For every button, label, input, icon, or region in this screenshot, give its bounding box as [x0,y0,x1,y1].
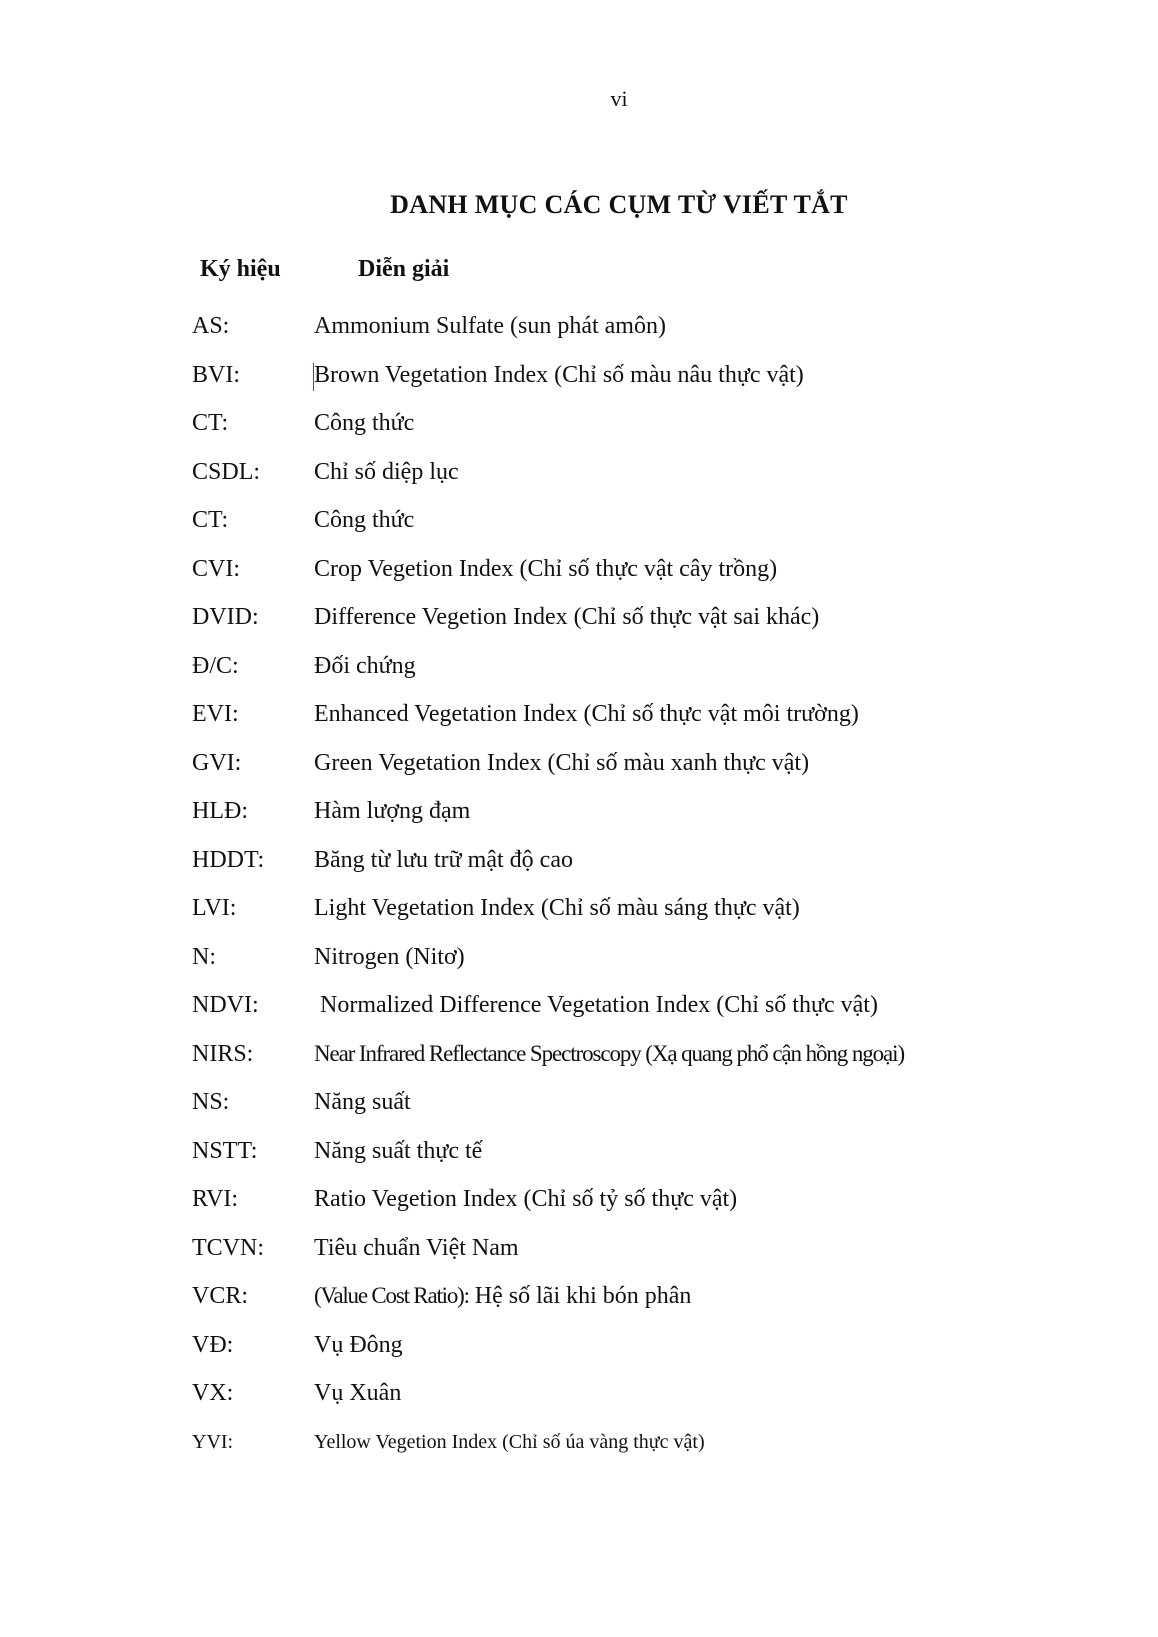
row-symbol: VX: [192,1380,234,1406]
table-row [0,1422,1158,1462]
table-row [0,937,1158,977]
row-description [314,1276,691,1316]
row-symbol: NIRS: [192,1040,254,1067]
table-row [0,1228,1158,1268]
row-description: Difference Vegetion Index (Chỉ số thực vật sai khác) [314,604,820,630]
table-row [0,1082,1158,1122]
table-row [0,743,1158,783]
row-symbol: AS: [192,313,230,339]
table-row [0,500,1158,540]
row-description-rest: Hệ số lãi khi bón phân [468,1283,692,1309]
row-symbol: TCVN: [192,1234,264,1261]
table-row [0,403,1158,443]
table-row [0,549,1158,589]
row-description: Ammonium Sulfate (sun phát amôn) [314,313,666,339]
table-row [0,1276,1158,1316]
row-symbol: HLĐ: [192,798,248,824]
row-description: Năng suất [314,1089,411,1115]
row-description: Công thức [314,507,415,533]
row-symbol: RVI: [192,1186,239,1212]
table-row [0,452,1158,492]
row-symbol: LVI: [192,895,237,921]
table-row [0,355,1158,395]
row-symbol: NDVI: [192,992,259,1018]
row-symbol: EVI: [192,701,239,727]
row-description: Năng suất thực tế [314,1137,483,1164]
row-symbol: GVI: [192,749,242,776]
page-number: vi [610,86,628,111]
row-symbol: CT: [192,410,229,436]
row-description: Vụ Đông [314,1331,403,1358]
table-row [0,985,1158,1025]
table-row [0,1131,1158,1171]
row-symbol: CVI: [192,555,240,582]
table-row [0,840,1158,880]
row-description: Băng từ lưu trữ mật độ cao [314,846,573,873]
table-row [0,1034,1158,1074]
row-symbol: HDDT: [192,846,265,873]
row-description: Công thức [314,410,415,436]
row-description: Green Vegetation Index (Chỉ số màu xanh thực vật) [314,749,810,776]
table-row [0,888,1158,928]
row-description: Đối chứng [314,652,416,679]
row-symbol: CT: [192,507,229,533]
page-title: DANH MỤC CÁC CỤM TỪ VIẾT TẮT [390,190,848,219]
row-description: Chỉ số diệp lục [314,458,459,485]
row-description: Enhanced Vegetation Index (Chỉ số thực vật môi trường) [314,701,859,727]
row-symbol: YVI: [192,1430,234,1453]
row-description: Yellow Vegetion Index (Chỉ số úa vàng thực vật) [314,1430,705,1453]
row-description: Light Vegetation Index (Chỉ số màu sáng thực vật) [314,895,800,921]
header-description: Diễn giải [358,256,450,282]
row-description: Ratio Vegetion Index (Chỉ số tỷ số thực vật) [314,1186,738,1212]
row-description: Hàm lượng đạm [314,798,471,824]
table-row [0,1325,1158,1365]
row-symbol: VĐ: [192,1331,234,1358]
row-description: Nitrogen (Nitơ) [314,943,465,970]
table-row [0,694,1158,734]
table-row [0,791,1158,831]
row-symbol: Đ/C: [192,652,239,679]
row-description: Normalized Difference Vegetation Index (Chỉ số thực vật) [314,992,878,1018]
table-row [0,597,1158,637]
row-symbol: N: [192,943,216,970]
header-symbol: Ký hiệu [200,256,281,282]
row-symbol: BVI: [192,361,240,388]
row-symbol: NSTT: [192,1137,258,1164]
row-symbol: CSDL: [192,458,261,485]
table-row [0,1179,1158,1219]
row-symbol: VCR: [192,1283,249,1309]
table-row [0,646,1158,686]
row-symbol: NS: [192,1089,230,1115]
table-row [0,306,1158,346]
row-description: Crop Vegetion Index (Chỉ số thực vật cây trồng) [314,555,778,582]
row-description: Vụ Xuân [314,1380,402,1406]
row-symbol: DVID: [192,604,259,630]
row-description: Near Infrared Reflectance Spectroscopy (Xạ quang phổ cận hồng ngoại) [314,1040,904,1066]
table-header [0,256,1158,290]
row-description-abbrev: (Value Cost Ratio): [314,1283,469,1308]
table-row [0,1373,1158,1413]
row-description: Tiêu chuẩn Việt Nam [314,1234,519,1261]
row-description: Brown Vegetation Index (Chỉ số màu nâu thực vật) [314,361,804,388]
